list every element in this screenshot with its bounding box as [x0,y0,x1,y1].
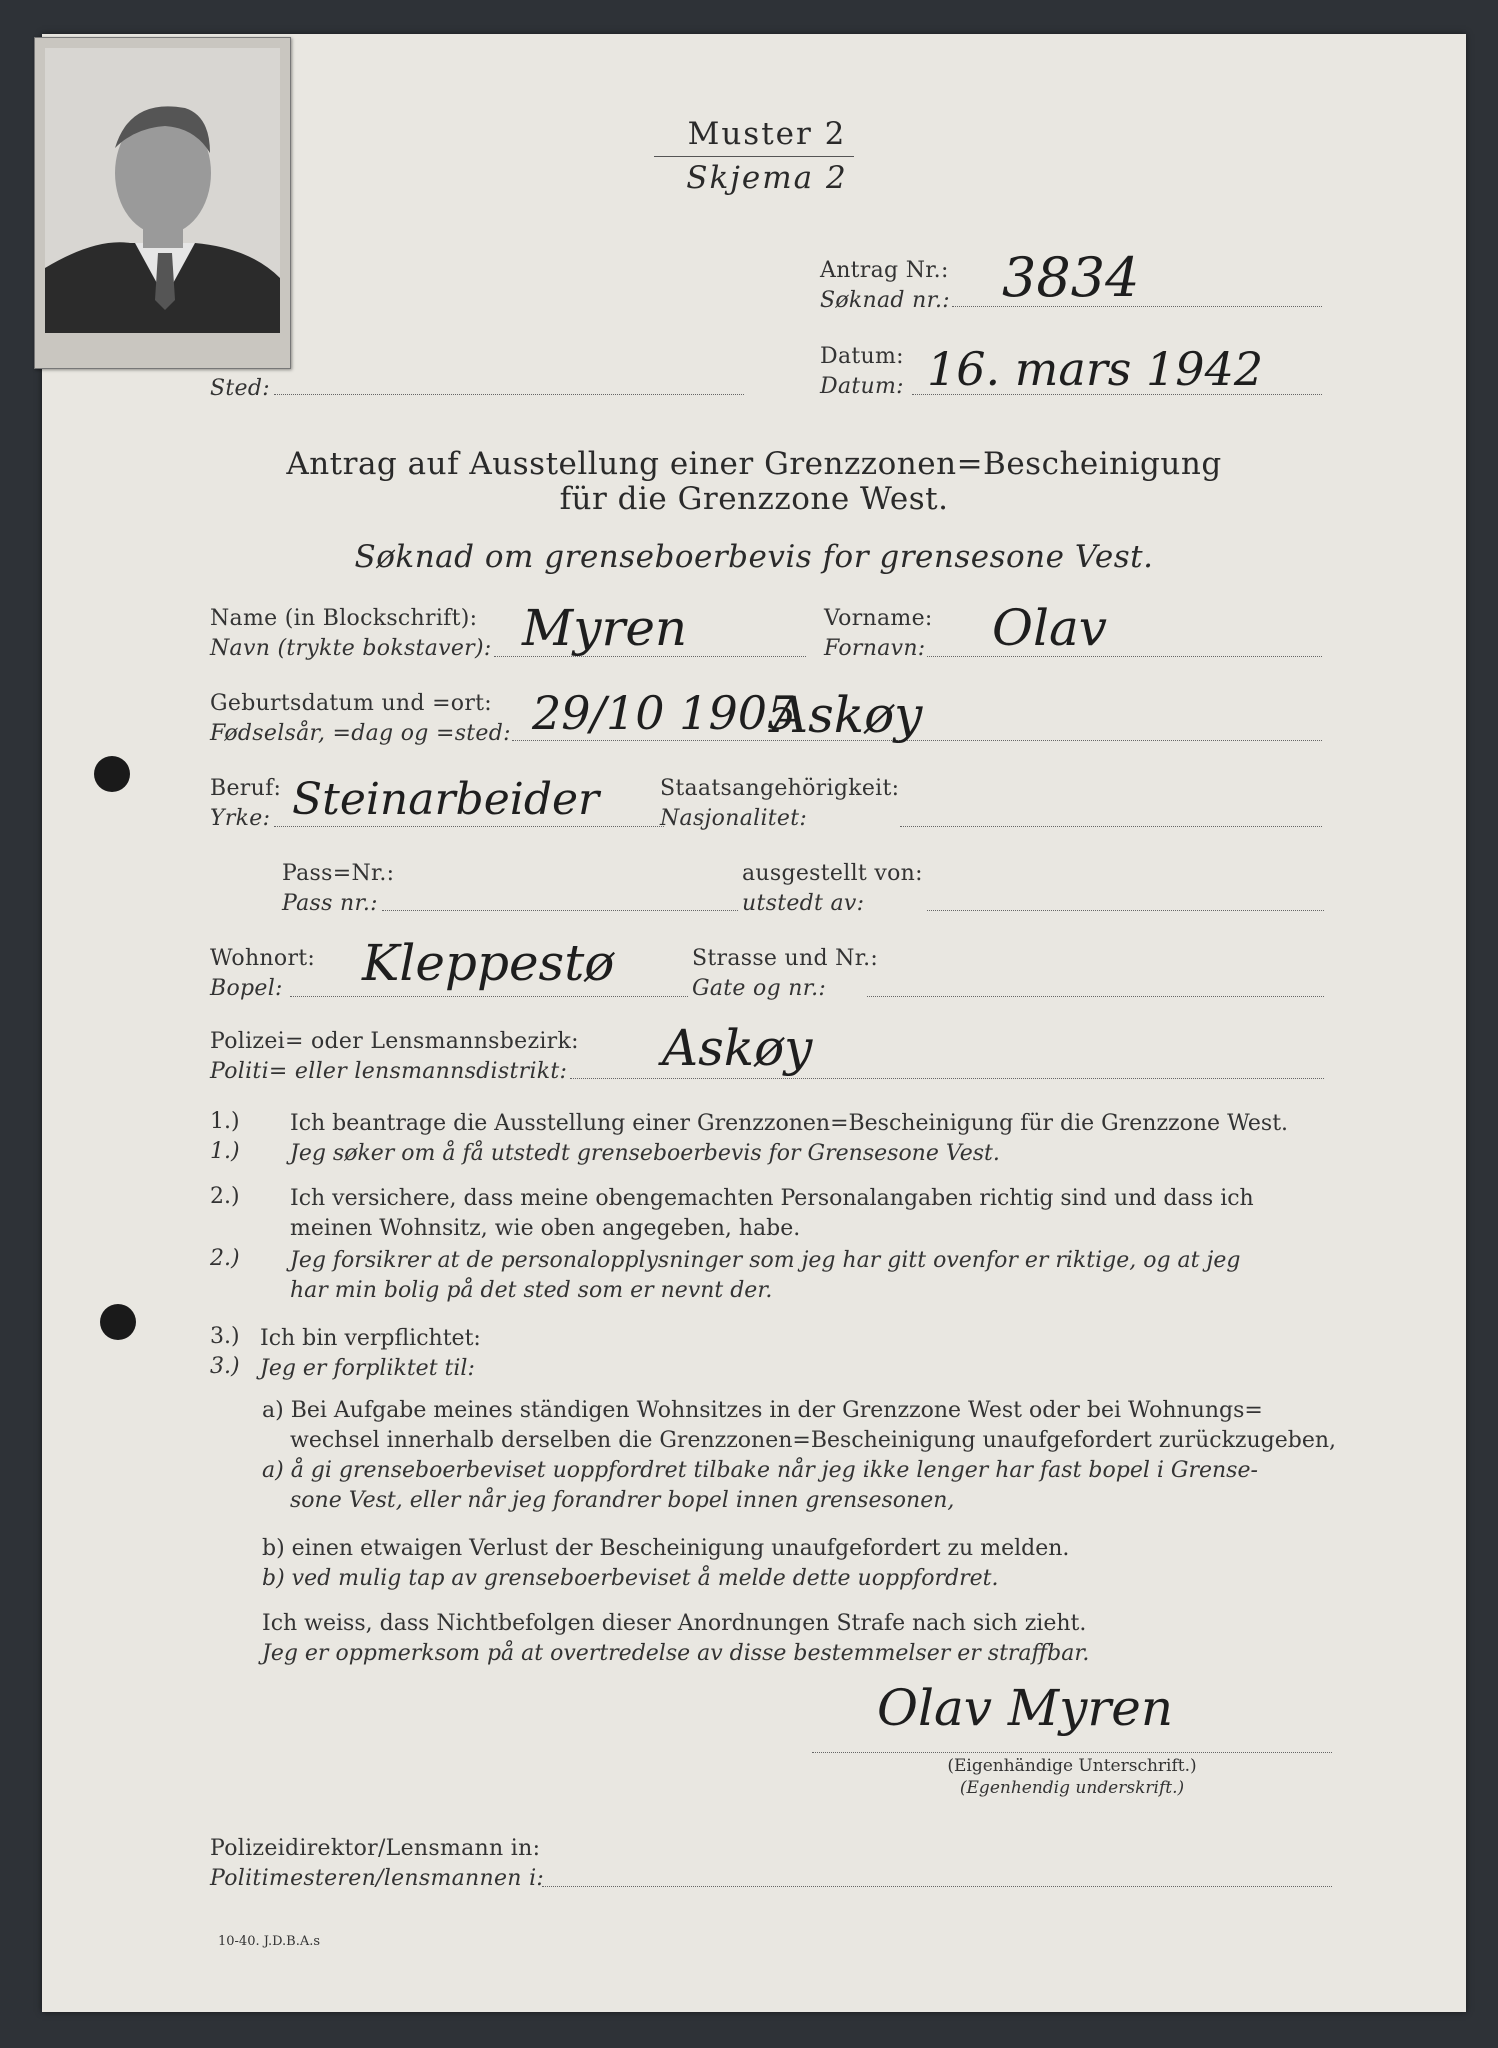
item-2-de-b: meinen Wohnsitz, wie oben angegeben, habe. [290,1216,801,1241]
form-sheet [42,34,1466,2012]
wohnort-line [290,996,688,997]
pass-label-no: Pass nr.: [282,891,378,916]
item-2-no-b: har min bolig på det sted som er nevnt der. [290,1278,773,1303]
item-3b-de: b) einen etwaigen Verlust der Bescheinigung unaufgefordert zu melden. [262,1536,1070,1561]
strasse-label-de: Strasse und Nr.: [692,946,879,971]
staat-label-de: Staatsangehörigkeit: [660,776,900,801]
police-label-de: Polizeidirektor/Lensmann in: [210,1836,541,1861]
footer-code: 10-40. J.D.B.A.s [218,1934,321,1949]
header-divider [654,156,854,157]
geburt-label-no: Fødselsår, =dag og =sted: [210,721,511,746]
item-3-number-no: 3.) [210,1354,240,1379]
pass-label-de: Pass=Nr.: [282,861,395,886]
item-3a-de-1: a) Bei Aufgabe meines ständigen Wohnsitzes in der Grenzzone West oder bei Wohnungs= [262,1398,1263,1423]
item-3a-de-2: wechsel innerhalb derselben die Grenzzonen=Bescheinigung unaufgefordert zurückzugeben, [290,1428,1337,1453]
datum-label-no: Datum: [820,374,904,399]
bezirk-label-no: Politi= eller lensmannsdistrikt: [210,1059,568,1084]
police-label-no: Politimesteren/lensmannen i: [210,1866,545,1891]
item-3-number: 3.) [210,1324,240,1349]
name-label-no: Navn (trykte bokstaver): [210,636,492,661]
item-1-number: 1.) [210,1109,240,1134]
strafe-no: Jeg er oppmerksom på at overtredelse av disse bestemmelser er straffbar. [262,1641,1090,1666]
geburt-place-value[interactable]: Askøy [772,686,923,744]
punch-hole [94,756,130,792]
title-no: Søknad om grenseboerbevis for grensesone Vest. [354,539,1154,575]
item-1-de: Ich beantrage die Ausstellung einer Grenzzonen=Bescheinigung für die Grenzzone West. [290,1111,1289,1136]
item-3-de: Ich bin verpflichtet: [260,1326,481,1351]
sted-line[interactable] [274,394,744,395]
item-2-number: 2.) [210,1184,240,1209]
pass-line[interactable] [382,910,738,911]
geburt-label-de: Geburtsdatum und =ort: [210,691,493,716]
item-1-no: Jeg søker om å få utstedt grenseboerbevis for Grensesone Vest. [290,1141,1000,1166]
strasse-label-no: Gate og nr.: [692,976,827,1001]
beruf-value[interactable]: Steinarbeider [292,774,600,825]
title-de-line1: Antrag auf Ausstellung einer Grenzzonen=Bescheinigung [286,446,1222,482]
datum-label-de: Datum: [820,344,904,369]
wohnort-label-no: Bopel: [210,976,283,1001]
punch-hole [100,1304,136,1340]
item-3b-no: b) ved mulig tap av grenseboerbeviset å melde dette uoppfordret. [262,1566,999,1591]
staat-line[interactable] [900,826,1322,827]
antrag-label-de: Antrag Nr.: [820,258,949,283]
name-label-de: Name (in Blockschrift): [210,606,478,631]
applicant-photo [34,37,291,369]
bezirk-line [570,1078,1324,1079]
name-value[interactable]: Myren [522,599,688,657]
sted-label: Sted: [210,376,270,401]
signature-value[interactable]: Olav Myren [877,1679,1174,1737]
police-line[interactable] [542,1886,1332,1887]
strafe-de: Ich weiss, dass Nichtbefolgen dieser Anordnungen Strafe nach sich zieht. [262,1611,1087,1636]
antrag-label-no: Søknad nr.: [820,288,950,313]
beruf-line [274,826,664,827]
item-1-number-no: 1.) [210,1139,240,1164]
skjema-label: Skjema 2 [686,160,848,196]
wohnort-value[interactable]: Kleppestø [362,934,615,992]
bezirk-label-de: Polizei= oder Lensmannsbezirk: [210,1029,579,1054]
item-2-number-no: 2.) [210,1246,240,1271]
vorname-value[interactable]: Olav [992,599,1108,657]
item-3a-no-1: a) å gi grenseboerbeviset uoppfordret tilbake når jeg ikke lenger har fast bopel i Grense- [262,1458,1258,1483]
vorname-line [927,656,1322,657]
signature-line [812,1752,1332,1753]
strasse-line[interactable] [867,996,1324,997]
ausgestellt-label-no: utstedt av: [742,891,865,916]
vorname-label-no: Fornavn: [824,636,926,661]
item-3-no: Jeg er forpliktet til: [260,1356,475,1381]
geburt-date-value[interactable]: 29/10 1905 [532,686,797,740]
beruf-label-de: Beruf: [210,776,282,801]
ausgestellt-label-de: ausgestellt von: [742,861,923,886]
staat-label-no: Nasjonalitet: [660,806,808,831]
antrag-value[interactable]: 3834 [1002,246,1140,309]
wohnort-label-de: Wohnort: [210,946,316,971]
vorname-label-de: Vorname: [824,606,933,631]
item-3a-no-2: sone Vest, eller når jeg forandrer bopel innen grensesonen, [290,1488,955,1513]
signature-label-no: (Egenhendig underskrift.) [959,1778,1185,1798]
bezirk-value[interactable]: Askøy [662,1019,813,1077]
datum-value[interactable]: 16. mars 1942 [927,342,1264,396]
item-2-no-a: Jeg forsikrer at de personalopplysninger som jeg har gitt ovenfor er riktige, og at jeg [290,1248,1241,1273]
muster-label: Muster 2 [687,116,847,152]
ausgestellt-line[interactable] [927,910,1324,911]
beruf-label-no: Yrke: [210,806,271,831]
item-2-de-a: Ich versichere, dass meine obengemachten Personalangaben richtig sind und dass ich [290,1186,1254,1211]
title-de-line2: für die Grenzzone West. [559,481,949,517]
signature-label-de: (Eigenhändige Unterschrift.) [947,1756,1197,1776]
